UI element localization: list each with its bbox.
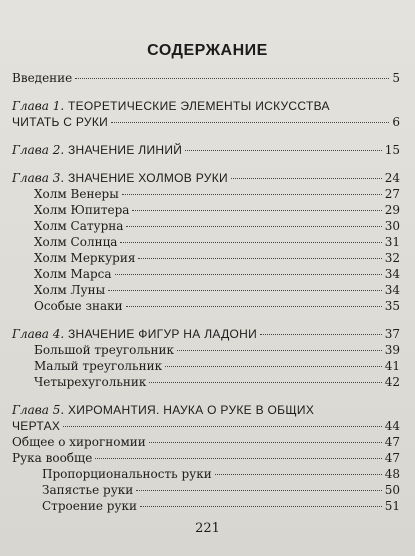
toc-subentry (12, 218, 400, 234)
dot-leader (108, 290, 382, 291)
toc-entry-text: Особые знаки (34, 299, 123, 313)
toc-page-number: 31 (384, 235, 400, 249)
toc-page-number: 41 (384, 359, 400, 373)
toc-entry-text: Холм Венеры (34, 187, 119, 201)
toc-subentry (12, 466, 400, 482)
toc-subentry (12, 374, 400, 390)
toc-subentry (12, 186, 400, 202)
toc-page-number: 47 (384, 435, 400, 449)
toc-subentry (12, 498, 400, 514)
toc-page-number: 29 (384, 203, 400, 217)
toc-page-number: 6 (392, 115, 400, 129)
toc-page-number: 30 (384, 219, 400, 233)
toc-page-number: 37 (384, 327, 400, 341)
dot-leader (115, 274, 382, 275)
toc-entry-text: Строение руки (42, 499, 137, 513)
toc-entry-text: Холм Солнца (34, 235, 118, 249)
chapter-label: Глава 2. (12, 143, 65, 157)
toc-page-number: 42 (384, 375, 400, 389)
dot-leader (185, 150, 382, 151)
toc-entry-text: Холм Сатурна (34, 219, 124, 233)
toc-chapter-1 (12, 98, 400, 130)
dot-leader (132, 210, 381, 211)
dot-leader (75, 78, 389, 79)
toc-entry-text: Пропорциональность руки (42, 467, 212, 481)
dot-leader (63, 426, 382, 427)
table-of-contents (12, 70, 400, 514)
chapter-title: ЗНАЧЕНИЕ ХОЛМОВ РУКИ (67, 171, 228, 185)
chapter-title-line2: ЧЕРТАХ (12, 419, 61, 433)
dot-leader (231, 178, 382, 179)
dot-leader (120, 242, 381, 243)
toc-entry-text: Общее о хирогномии (12, 435, 146, 449)
toc-subentry (12, 234, 400, 250)
toc-page-number: 34 (384, 267, 400, 281)
toc-subentry (12, 250, 400, 266)
toc-entry-text: Четырехугольник (34, 375, 147, 389)
toc-entry-text: Холм Юпитера (34, 203, 130, 217)
chapter-title-line2: ЧИТАТЬ С РУКИ (12, 115, 109, 129)
toc-entry-text: Холм Луны (34, 283, 106, 297)
toc-entry-text: Рука вообще (12, 451, 93, 465)
toc-subentry (12, 282, 400, 298)
dot-leader (95, 458, 381, 459)
toc-entry-text: Холм Меркурия (34, 251, 136, 265)
toc-page-number: 34 (384, 283, 400, 297)
toc-page-number: 51 (384, 499, 400, 513)
toc-chapter-2 (12, 142, 400, 158)
toc-page-number: 50 (384, 483, 400, 497)
toc-page-number: 47 (384, 451, 400, 465)
dot-leader (126, 306, 382, 307)
toc-page-number: 44 (384, 419, 400, 433)
dot-leader (136, 490, 381, 491)
toc-subentry (12, 266, 400, 282)
toc-page-number: 39 (384, 343, 400, 357)
toc-page-number: 32 (384, 251, 400, 265)
dot-leader (177, 350, 382, 351)
chapter-title-line1: ХИРОМАНТИЯ. НАУКА О РУКЕ В ОБЩИХ (67, 403, 315, 417)
dot-leader (165, 366, 382, 367)
toc-subentry (12, 482, 400, 498)
toc-subentry (12, 358, 400, 374)
chapter-label: Глава 1. (12, 99, 65, 113)
toc-subentry (12, 298, 400, 314)
toc-page-number: 24 (384, 171, 400, 185)
dot-leader (122, 194, 382, 195)
toc-entry-introduction (12, 70, 400, 86)
toc-entry-text: Малый треугольник (34, 359, 163, 373)
toc-entry-text: Холм Марса (34, 267, 112, 281)
toc-entry-text: Введение (12, 71, 73, 85)
toc-chapter-4 (12, 326, 400, 342)
toc-page-number: 15 (384, 143, 400, 157)
toc-entry (12, 450, 400, 466)
page-number: 221 (195, 521, 220, 536)
dot-leader (149, 442, 382, 443)
toc-chapter-5 (12, 402, 400, 434)
chapter-label: Глава 3. (12, 171, 65, 185)
toc-page-number: 35 (384, 299, 400, 313)
chapter-label: Глава 5. (12, 403, 65, 417)
dot-leader (215, 474, 382, 475)
toc-subentry (12, 342, 400, 358)
toc-page-number: 5 (392, 71, 400, 85)
dot-leader (260, 334, 382, 335)
toc-page-number: 48 (384, 467, 400, 481)
chapter-title: ЗНАЧЕНИЕ ЛИНИЙ (67, 143, 183, 157)
toc-chapter-3 (12, 170, 400, 186)
toc-page-number: 27 (384, 187, 400, 201)
toc-entry (12, 434, 400, 450)
dot-leader (126, 226, 381, 227)
page-title: СОДЕРЖАНИЕ (147, 42, 268, 59)
chapter-title-line1: ТЕОРЕТИЧЕСКИЕ ЭЛЕМЕНТЫ ИСКУССТВА (67, 99, 330, 113)
toc-entry-text: Запястье руки (42, 483, 134, 497)
chapter-title: ЗНАЧЕНИЕ ФИГУР НА ЛАДОНИ (67, 327, 258, 341)
dot-leader (140, 506, 382, 507)
dot-leader (138, 258, 381, 259)
dot-leader (111, 122, 389, 123)
toc-entry-text: Большой треугольник (34, 343, 175, 357)
chapter-label: Глава 4. (12, 327, 65, 341)
toc-subentry (12, 202, 400, 218)
dot-leader (149, 382, 381, 383)
